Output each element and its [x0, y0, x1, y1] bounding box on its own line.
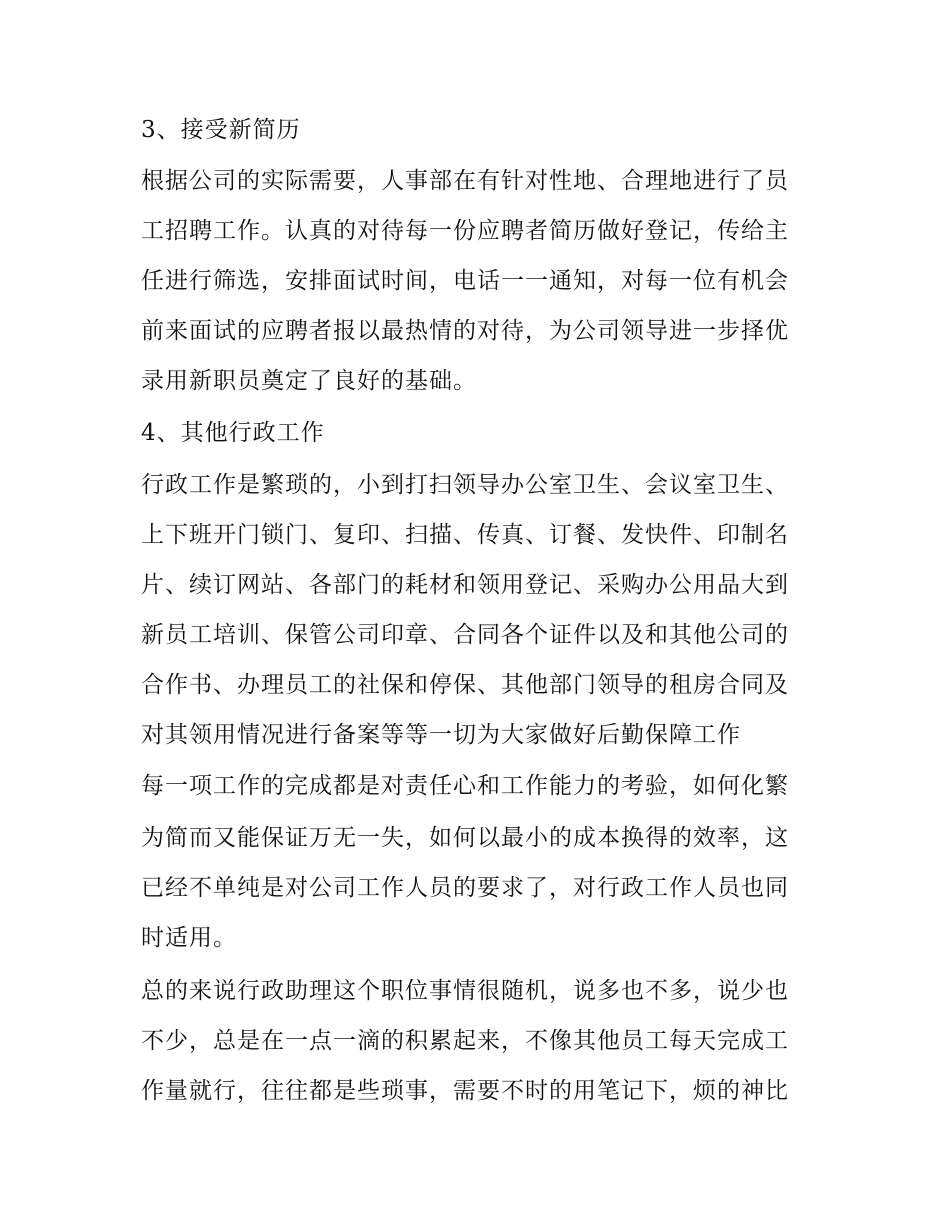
text-line: 片、续订网站、各部门的耗材和领用登记、采购办公用品大到 — [141, 572, 789, 598]
text-line: 对其领用情况进行备案等等一切为大家做好后勤保障工作 — [141, 722, 741, 748]
text-line: 作量就行，往往都是些琐事，需要不时的用笔记下，烦的神比 — [141, 1078, 789, 1104]
section-heading-new-resumes: 3、接受新简历 — [141, 117, 301, 143]
text-line: 录用新职员奠定了良好的基础。 — [141, 368, 477, 394]
section-heading-other-admin-work: 4、其他行政工作 — [141, 420, 325, 446]
text-line: 合作书、办理员工的社保和停保、其他部门领导的租房合同及 — [141, 672, 789, 698]
text-line: 上下班开门锁门、复印、扫描、传真、订餐、发快件、印制名 — [141, 522, 789, 548]
text-line: 任进行筛选，安排面试时间，电话一一通知，对每一位有机会 — [141, 268, 789, 294]
text-line: 不少，总是在一点一滴的积累起来，不像其他员工每天完成工 — [141, 1028, 789, 1054]
text-line: 总的来说行政助理这个职位事情很随机，说多也不多，说少也 — [141, 978, 789, 1004]
text-line: 工招聘工作。认真的对待每一份应聘者简历做好登记，传给主 — [141, 218, 789, 244]
text-line: 新员工培训、保管公司印章、合同各个证件以及和其他公司的 — [141, 622, 789, 648]
text-line: 行政工作是繁琐的，小到打扫领导办公室卫生、会议室卫生、 — [141, 472, 789, 498]
text-line: 前来面试的应聘者报以最热情的对待，为公司领导进一步择优 — [141, 318, 789, 344]
text-line: 为简而又能保证万无一失，如何以最小的成本换得的效率，这 — [141, 825, 789, 851]
text-line: 时适用。 — [141, 925, 237, 951]
text-line: 每一项工作的完成都是对责任心和工作能力的考验，如何化繁 — [141, 773, 789, 799]
text-line: 已经不单纯是对公司工作人员的要求了，对行政工作人员也同 — [141, 875, 789, 901]
text-line: 根据公司的实际需要，人事部在有针对性地、合理地进行了员 — [141, 168, 789, 194]
